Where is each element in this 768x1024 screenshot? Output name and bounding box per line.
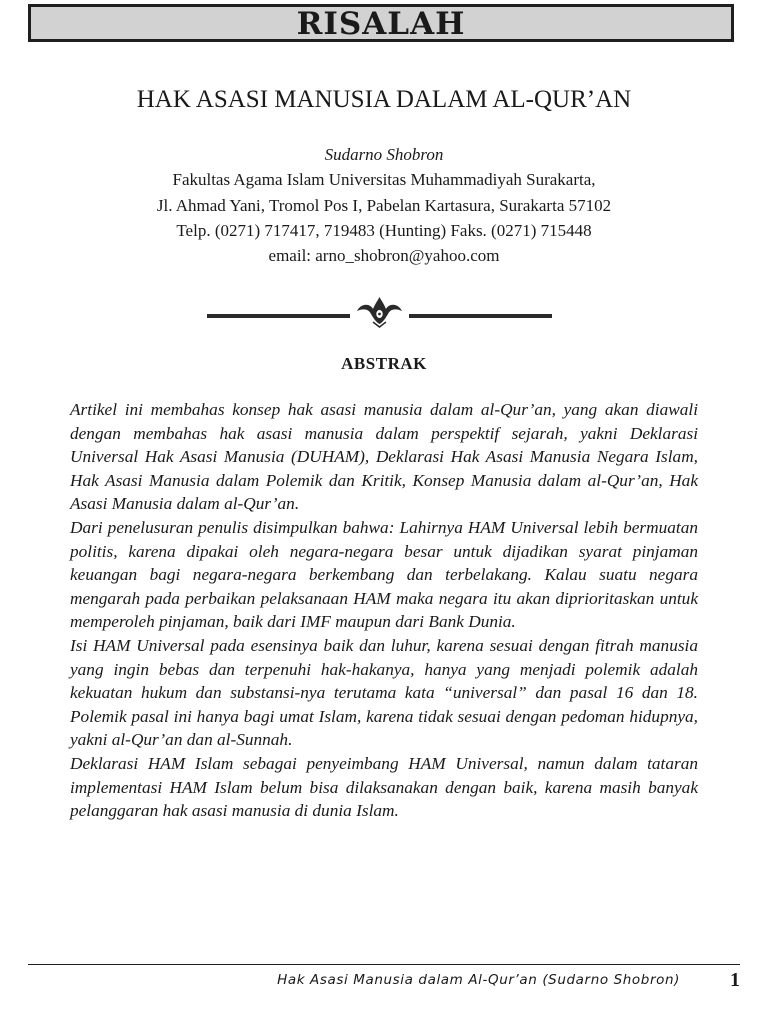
abstract-body — [70, 398, 698, 823]
running-head: Hak Asasi Manusia dalam Al-Qur’an (Sudarno Shobron) — [277, 972, 680, 988]
section-banner — [28, 4, 734, 42]
abstract-paragraph: Dari penelusuran penulis disimpulkan bahwa: Lahirnya HAM Universal lebih bermuatan politis, karena dipakai oleh negara-negara besar untuk dijadikan syarat pinjaman keuangan bagi negara-negara berkembang dan terbelakang. Kalau suatu negara mengarah pada perbaikan pelaksanaan HAM maka negara itu akan diprioritaskan untuk memperoleh pinjaman, baik dari IMF maupun dari Bank Dunia. — [70, 517, 698, 632]
footer-divider — [28, 964, 740, 965]
abstract-paragraph: Artikel ini membahas konsep hak asasi manusia dalam al-Qur’an, yang akan diawali dengan membahas hak asasi manusia dalam perspektif sejarah, yakni Deklarasi Universal Hak Asasi Manusia (DUHAM), Deklarasi Hak Asasi Manusia Negara Islam, Hak Asasi Manusia dalam Polemik dan Kritik, Konsep Manusia dalam al-Qur’an, Hak Asasi Manusia dalam al-Qur’an. — [70, 400, 698, 514]
address-line: Jl. Ahmad Yani, Tromol Pos I, Pabelan Kartasura, Surakarta 57102 — [156, 196, 612, 215]
section-banner-label: RISALAH — [296, 6, 466, 42]
contact-phone-line: Telp. (0271) 717417, 719483 (Hunting) Faks. (0271) 715448 — [176, 221, 592, 240]
abstract-paragraph: Deklarasi HAM Islam sebagai penyeimbang HAM Universal, namun dalam tataran implementasi HAM Islam belum bisa dilaksanakan dengan baik, karena masih banyak pelanggaran hak asasi manusia di dunia Islam. — [70, 753, 698, 821]
affiliation-line: Fakultas Agama Islam Universitas Muhammadiyah Surakarta, — [172, 170, 596, 189]
abstract-heading: ABSTRAK — [341, 354, 427, 373]
abstract-paragraph: Isi HAM Universal pada esensinya baik dan luhur, karena sesuai dengan fitrah manusia yang ingin bebas dan terpenuhi hak-hakanya, hanya yang menjadi polemik adalah kekuatan hukum dan substansi-nya terutama kata “universal” dan pasal 16 dan 18. Polemik pasal ini hanya bagi umat Islam, karena tidak sesuai dengan pedoman hidupnya, yakni al-Qur’an dan al-Sunnah. — [70, 635, 698, 750]
contact-email-line: email: arno_shobron@yahoo.com — [268, 246, 500, 265]
article-title: HAK ASASI MANUSIA DALAM AL-QUR’AN — [136, 86, 632, 113]
page-number: 1 — [730, 969, 740, 991]
ornamental-divider-icon — [207, 295, 552, 329]
author-name: Sudarno Shobron — [324, 145, 444, 164]
